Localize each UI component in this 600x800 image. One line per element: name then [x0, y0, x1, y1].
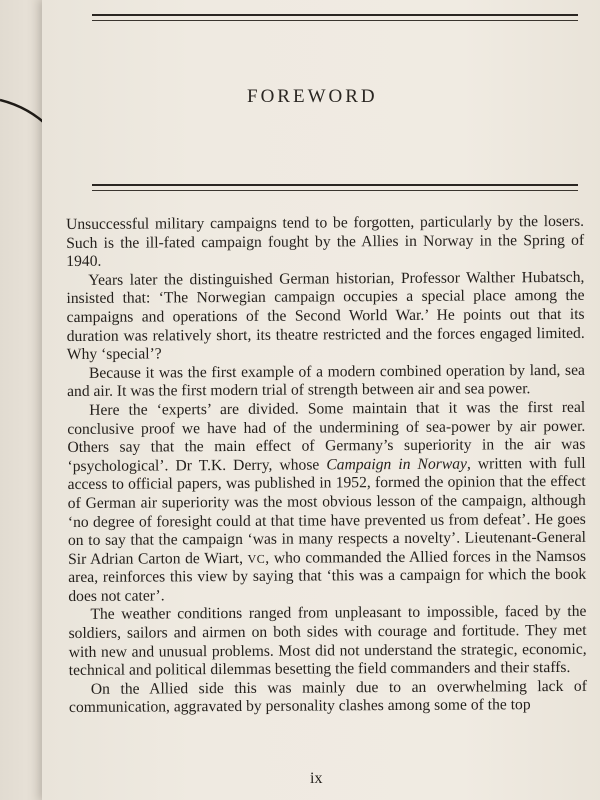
page-number: ix — [310, 770, 323, 787]
paragraph-4 — [67, 399, 586, 607]
paragraph-3: Because it was the first example of a modern combined operation by land, sea and air. It was the first modern trial of strength between air and sea power. — [67, 361, 586, 401]
honour-abbreviation: VC — [247, 551, 266, 566]
page-heading: FOREWORD — [247, 86, 378, 107]
body-text — [66, 213, 587, 718]
top-rule-thin — [92, 20, 578, 21]
book-page — [42, 0, 600, 800]
paragraph-5: The weather conditions ranged from unpleasant to impossible, faced by the soldiers, sailors and airmen on both sides with courage and fortitude. They met with new and unusual problems. Most did not understand the strategic, economic, technical and political dilemmas besetting the field commanders and their staffs. — [68, 603, 587, 680]
paragraph-4-part-2: , written with full access to official papers, was published in 1952, formed the opinion that the effect of German air superiority was the most obvious lesson of the campaign, although ‘no degree of foresight could at that time have prevented us from defeat’. He goes on to say that the campaign ‘was in many respects a novelty’. Lieutenant-General Sir Adrian Carton de Wiart, — [67, 454, 587, 568]
book-title-italic: Campaign in Norway — [326, 455, 467, 474]
heading-rule-thin — [92, 190, 578, 191]
paragraph-4-part-1: Here the ‘experts’ are divided. Some maintain that it was the first real conclusive proof we have had of the undermining of sea-power by air power. Others say that the main effect of Germany’s superiority in the air was ‘psychological’. Dr T.K. Derry, whose — [67, 398, 586, 475]
paragraph-1: Unsuccessful military campaigns tend to be forgotten, particularly by the losers. Such is the ill-fated campaign fought by the Allies in Norway in the Spring of 1940. — [66, 212, 585, 271]
heading-rule-thick — [92, 184, 578, 186]
top-rule-thick — [92, 14, 578, 16]
paragraph-6: On the Allied side this was mainly due to an overwhelming lack of communication, aggravated by personality clashes among some of the top — [68, 677, 587, 717]
paragraph-2: Years later the distinguished German historian, Professor Walther Hubatsch, insisted that: ‘The Norwegian campaign occupies a special place among the campaigns and operations of the Second World War.’ He points out that its duration was relatively short, its theatre restricted and the forces engaged limited. Why ‘special’? — [66, 268, 585, 364]
paragraph-4-part-3: , who commanded the Allied forces in the Namsos area, reinforces this view by saying that ‘this was a campaign for which the book does not cater’. — [68, 547, 587, 605]
